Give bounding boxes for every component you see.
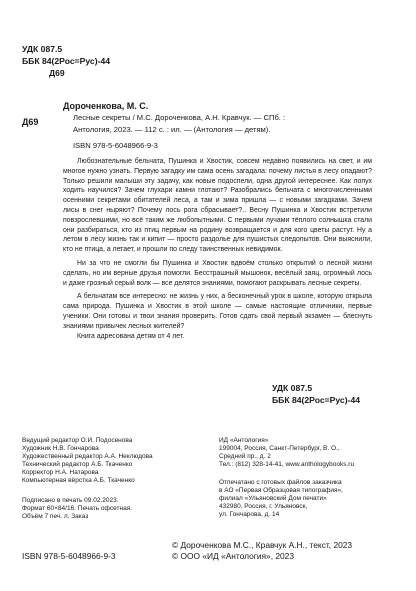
copyright-publisher: © ООО «ИД «Антология», 2023 bbox=[172, 551, 294, 561]
publisher-line: Средний пр., д. 2 bbox=[219, 452, 271, 460]
publisher-line: ИД «Антология» bbox=[219, 437, 269, 444]
print-info bbox=[22, 497, 132, 521]
bbk-top: ББК 84(2Рос=Рус)-44 bbox=[22, 56, 110, 66]
annotation-paragraph: А бельчатам все интересно: не жизнь у них, а бесконечный урок в школе, которую открыла сама природа. Пушинка и Хвостик в этой школе — самые настоящие отличники, первые ученики. Они готовы и твои знания проверить. Готов сдать свой первый экзамен — блеснуть знаниями привычек лесных жителей? bbox=[63, 293, 372, 330]
entry-author: Дороченкова, М. С. bbox=[63, 101, 149, 111]
credit-line: Художник Н.В. Гончарова bbox=[22, 444, 99, 452]
bbk-bottom: ББК 84(2Рос=Рус)-44 bbox=[272, 395, 360, 405]
description-line: Лесные секреты / М.С. Дороченкова, А.Н. Кравчук. — СПб. : bbox=[73, 113, 286, 122]
publisher-line: 199004, Россия, Санкт-Петербург, В. О., bbox=[219, 444, 340, 452]
footer-isbn: ISBN 978-5-6048966-9-3 bbox=[22, 551, 116, 561]
print-info-line: Формат 60×84/16. Печать офсетная. bbox=[22, 504, 133, 512]
print-info-line: Подписано в печать 09.02.2023. bbox=[22, 497, 119, 504]
printer-line: Отпечатано с готовых файлов заказчика bbox=[219, 479, 342, 486]
printer-info bbox=[219, 479, 343, 519]
entry-mark: Д69 bbox=[22, 117, 39, 127]
entry-isbn: ISBN 978-5-6048966-9-3 bbox=[73, 141, 158, 150]
publisher-info bbox=[219, 437, 354, 469]
printer-line: в АО «Первая Образцовая типография», bbox=[219, 486, 343, 494]
credit-line: Компьютерная вёрстка А.Б. Ткаченко bbox=[22, 476, 135, 484]
udk-bottom: УДК 087.5 bbox=[272, 383, 313, 393]
credits bbox=[22, 437, 153, 484]
credit-line: Ведущий редактор О.И. Подосенова bbox=[22, 437, 133, 444]
annotation-paragraph: Ни за что не смогли бы Пушинка и Хвостик вдвоём столько открытий о лесной жизни сделать, но им верные друзья помогли. Бесстрашный мышонок, весёлый заяц, огромный лось и даже грозный серый волк — все делятся знаниями, помогают раскрывать лесные секреты. bbox=[63, 259, 372, 287]
author-mark-top: Д69 bbox=[49, 68, 65, 78]
printer-line: 432980, Россия, г. Ульяновск, bbox=[219, 502, 308, 510]
publisher-line: Тел.: (812) 328-14-41, www.anthologybooks.ru bbox=[219, 460, 355, 468]
annotation-paragraph: Любознательные бельчата, Пушинка и Хвостик, совсем недавно появились на свет, и им многое нужно узнать. Первую загадку им сама осень загадала: почему листья в лесу опадают? Только решили малыши эту задачу, как новые подоспели, одна другой интереснее. Как лопух ходить научился? Зачем глухари камни глотают? Разобрались бельчата с многочисленными осенними секретами обитателей леса, а там и зима пришла — с новыми загадками. Зачем лисы в снег ныряют? Почему лось рога сбрасывает?.. Весну Пушинка и Хвостик встретили повзрослевшими, но всё таким же любопытными. С первыми лучами тёплого солнышка стали они разбираться, кто из птиц первым на родину возвращается и для кого цветы растут. Ну а летом в лесу жизнь так и кипит — просто раздолье для пушистых следопытов. Они выяснили, кто не птица, а летает, и прошли по следу таинственных невидимок. bbox=[63, 158, 372, 254]
annotation-paragraph: Книга адресована детям от 4 лет. bbox=[77, 332, 185, 340]
credit-line: Корректор Н.А. Натарова bbox=[22, 468, 99, 476]
description-line: Антология, 2023. — 112 с. : ил. — (Антология — детям). bbox=[73, 125, 271, 135]
credit-line: Художественный редактор А.А. Неклюдова bbox=[22, 452, 153, 460]
credit-line: Технический редактор А.Б. Ткаченко bbox=[22, 460, 133, 468]
entry-description bbox=[73, 112, 285, 136]
printer-line: ул. Гончарова, д. 14 bbox=[219, 510, 280, 518]
annotation bbox=[63, 157, 372, 341]
copyright-text: © Дороченкова М.С., Кравчук А.Н., текст, 2023 bbox=[172, 540, 353, 550]
udk-top: УДК 087.5 bbox=[22, 44, 63, 54]
printer-line: филиал «Ульяновский Дом печати» bbox=[219, 494, 327, 502]
print-info-line: Объём 7 печ. л. Заказ bbox=[22, 512, 89, 520]
